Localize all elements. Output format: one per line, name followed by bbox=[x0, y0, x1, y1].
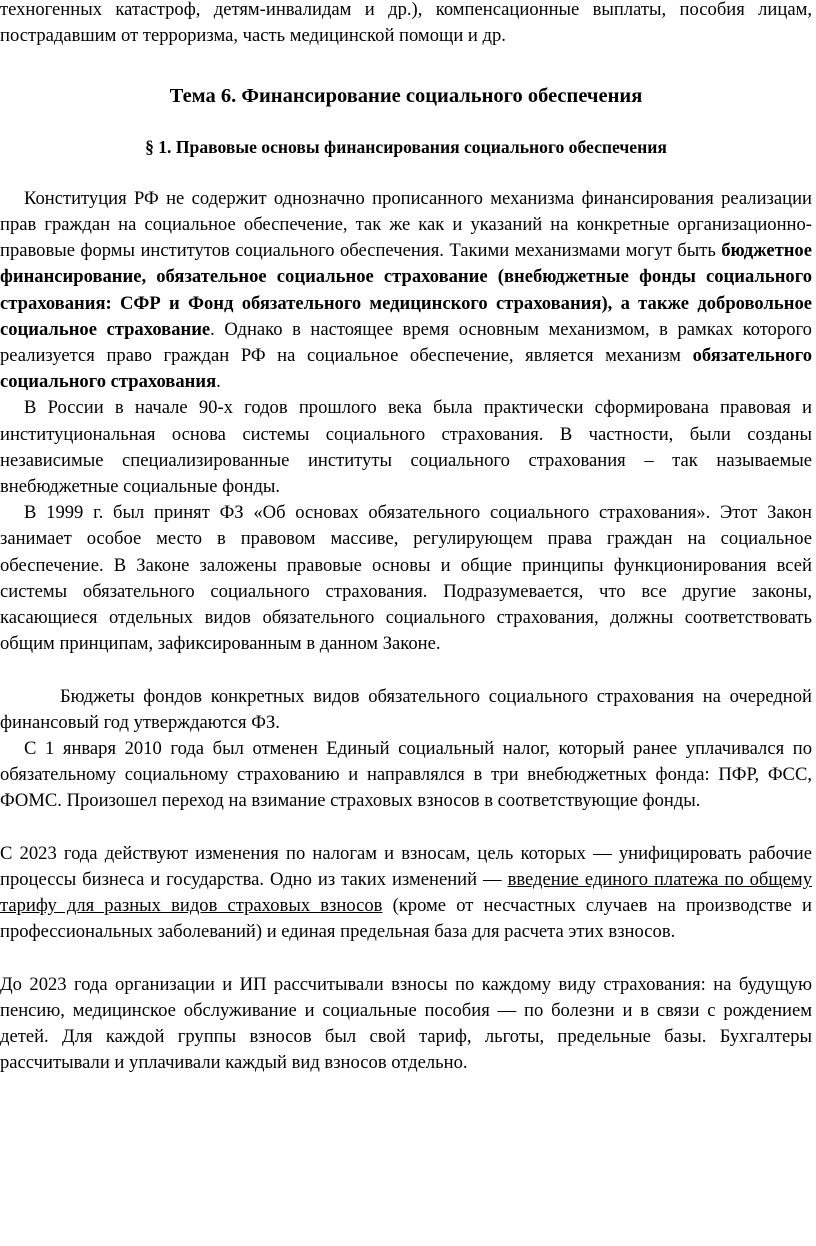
paragraph-text: С 2023 года действуют изменения по налогам и взносам, цель которых — унифицировать рабочие процессы бизнеса и государства. Одно из таких изменений — bbox=[0, 842, 812, 891]
topic-title: Тема 6. Финансирование социального обеспечения bbox=[169, 85, 643, 108]
paragraph-law-1999: В 1999 г. был принят ФЗ «Об основах обязательного социального страхования». Этот Закон занимает особое место в правовом массиве, регулирующем права граждан на социальное обеспечение. В Законе заложены правовые основы и общие принципы функционирования всей системы обязательного социального страхования. Подразумевается, что все другие законы, касающиеся отдельных видов обязательного социального страхования, должны соответствовать общим принципам, зафиксированным в данном Законе. bbox=[0, 502, 812, 655]
paragraph-text: . Однако в настоящее время основным механизмом, в рамках которого реализуется право граждан РФ на социальное обеспечение, является механизм bbox=[0, 318, 812, 367]
paragraph-text: (кроме от несчастных случаев на производстве и профессиональных заболеваний) и единая предельная база для расчета этих взносов. bbox=[0, 895, 812, 943]
paragraph-2023-changes bbox=[0, 841, 812, 946]
bold-mandatory-insurance: обязательного социального страхования bbox=[0, 345, 812, 393]
intro-paragraph: техногенных катастроф, детям-инвалидам и др.), компенсационные выплаты, пособия лицам, пострадавшим от терроризма, часть медицинской помощи и др. bbox=[0, 0, 812, 47]
paragraph-2010: С 1 января 2010 года был отменен Единый социальный налог, который ранее уплачивался по обязательному социальному страхованию и направлялся в три внебюджетных фонда: ПФР, ФСС, ФОМС. Произошел переход на взимание страховых взносов в соответствующие фонды. bbox=[0, 738, 812, 812]
blank-line bbox=[0, 815, 812, 841]
paragraph-constitution bbox=[0, 186, 812, 396]
paragraph-text: . bbox=[216, 371, 221, 393]
paragraph-before-2023: До 2023 года организации и ИП рассчитывали взносы по каждому виду страхования: на будущую пенсию, медицинское обслуживание и социальные пособия — по болезни и в связи с рождением детей. Для каждой группы взносов был свой тариф, льготы, предельные базы. Бухгалтеры рассчитывали и уплачивали каждый вид взносов отдельно. bbox=[0, 973, 812, 1074]
blank-line bbox=[0, 657, 812, 683]
section-title: § 1. Правовые основы финансирования социального обеспечения bbox=[145, 136, 667, 157]
paragraph-russia-90s: В России в начале 90-х годов прошлого века была практически сформирована правовая и институциональная основа системы социального страхования. В частности, были созданы независимые специализированные институты социального страхования – так называемые внебюджетные социальные фонды. bbox=[0, 397, 812, 498]
paragraph-text: Конституция РФ не содержит однозначно прописанного механизма финансирования реализации прав граждан на социальное обеспечение, так же как и указаний на конкретные организационно-правовые формы институтов социального обеспечения. Такими механизмами могут быть bbox=[0, 187, 812, 262]
paragraph-fund-budgets: Бюджеты фондов конкретных видов обязательного социального страхования на очередной финансовый год утверждаются ФЗ. bbox=[0, 685, 812, 733]
single-payment-link[interactable]: введение единого платежа по общему тарифу для разных видов страховых взносов bbox=[0, 869, 812, 917]
bold-mechanisms: бюджетное финансирование, обязательное социальное страхование (внебюджетные фонды социального страхования: СФР и Фонд обязательного медицинского страхования), а также добровольное социальное страхование bbox=[0, 240, 812, 340]
blank-line bbox=[0, 946, 812, 972]
